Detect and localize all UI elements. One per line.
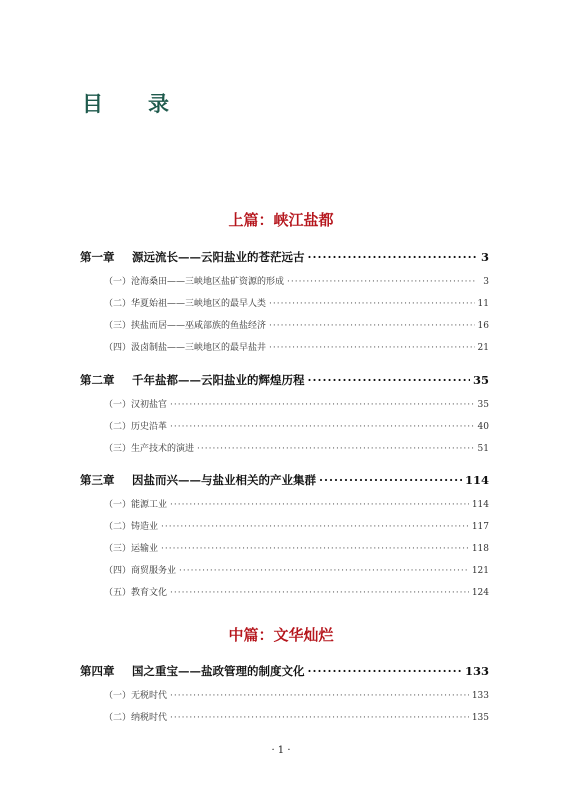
item-title: （一）无税时代 [104,691,168,701]
chapter-title: 因盐而兴——与盐业相关的产业集群 [132,473,316,487]
item-title: （二）华夏始祖——三峡地区的最早人类 [104,299,267,309]
toc-chapter-1[interactable] [80,249,489,265]
toc-item-3-3[interactable] [80,541,489,554]
page-number: 21 [477,343,489,353]
toc-item-1-3[interactable] [80,318,489,331]
dot-leader [170,422,475,432]
toc-item-3-2[interactable] [80,519,489,532]
dot-leader [287,277,476,287]
toc-item-2-1[interactable] [80,397,489,410]
toc-item-1-4[interactable] [80,340,489,353]
toc-item-4-1[interactable] [80,688,489,701]
toc-item-3-5[interactable] [80,585,489,598]
page-number: 40 [477,422,489,432]
dot-leader [170,691,469,701]
item-title: （三）生产技术的演进 [104,444,195,454]
dot-leader [179,566,469,576]
dot-leader [197,444,475,454]
item-title: （一）沧海桑田——三峡地区盐矿资源的形成 [104,277,285,287]
chapter-number: 第一章 [80,250,115,264]
item-title: （一）汉初盐官 [104,400,168,410]
dot-leader [269,299,475,309]
dot-leader [170,400,475,410]
page-number: 51 [477,444,489,454]
toc-chapter-3[interactable] [80,472,489,488]
toc-item-2-2[interactable] [80,419,489,432]
page-number: 133 [464,664,489,678]
toc-item-3-1[interactable] [80,497,489,510]
page-number: 3 [480,250,489,264]
dot-leader [269,343,475,353]
chapter-number: 第四章 [80,664,115,678]
item-title: （三）挟盐而居——巫咸部族的鱼盐经济 [104,321,267,331]
item-title: （二）铸造业 [104,522,159,532]
toc-chapter-2[interactable] [80,372,489,388]
dot-leader [308,250,477,264]
page-number: 114 [471,500,489,510]
toc-item-3-4[interactable] [80,563,489,576]
page-number: 118 [471,544,489,554]
page-number: 16 [477,321,489,331]
page-number: 114 [464,473,489,487]
item-title: （一）能源工业 [104,500,168,510]
page-number: 3 [483,277,489,287]
item-title: （四）商贸服务业 [104,566,177,576]
dot-leader [161,522,469,532]
toc-item-1-2[interactable] [80,296,489,309]
chapter-title: 国之重宝——盐政管理的制度文化 [132,664,305,678]
page-number: 35 [477,400,489,410]
dot-leader [308,664,462,678]
page-footer-number: · 1 · [271,745,291,756]
chapter-number: 第二章 [80,373,115,387]
item-title: （三）运输业 [104,544,159,554]
chapter-number: 第三章 [80,473,115,487]
item-title: （二）历史沿革 [104,422,168,432]
dot-leader [170,713,469,723]
dot-leader [308,373,470,387]
item-title: （二）纳税时代 [104,713,168,723]
page-number: 133 [471,691,489,701]
toc-chapter-4[interactable] [80,663,489,679]
page-title: 目 录 [82,91,181,116]
toc-item-4-2[interactable] [80,710,489,723]
dot-leader [170,588,469,598]
dot-leader [319,473,462,487]
toc-item-1-1[interactable] [80,274,489,287]
chapter-title: 千年盐都——云阳盐业的辉煌历程 [132,373,305,387]
item-title: （四）汲卤制盐——三峡地区的最早盐井 [104,343,267,353]
page-number: 35 [472,373,489,387]
dot-leader [161,544,469,554]
dot-leader [170,500,469,510]
chapter-title: 源远流长——云阳盐业的苍茫远古 [132,250,305,264]
toc-item-2-3[interactable] [80,441,489,454]
page-number: 117 [471,522,489,532]
section-title-upper: 上篇：峡江盐都 [228,211,334,229]
page-number: 135 [471,713,489,723]
section-title-middle: 中篇：文华灿烂 [228,626,334,644]
item-title: （五）教育文化 [104,588,168,598]
page-number: 11 [477,299,489,309]
page-number: 121 [471,566,489,576]
page-number: 124 [471,588,489,598]
dot-leader [269,321,475,331]
